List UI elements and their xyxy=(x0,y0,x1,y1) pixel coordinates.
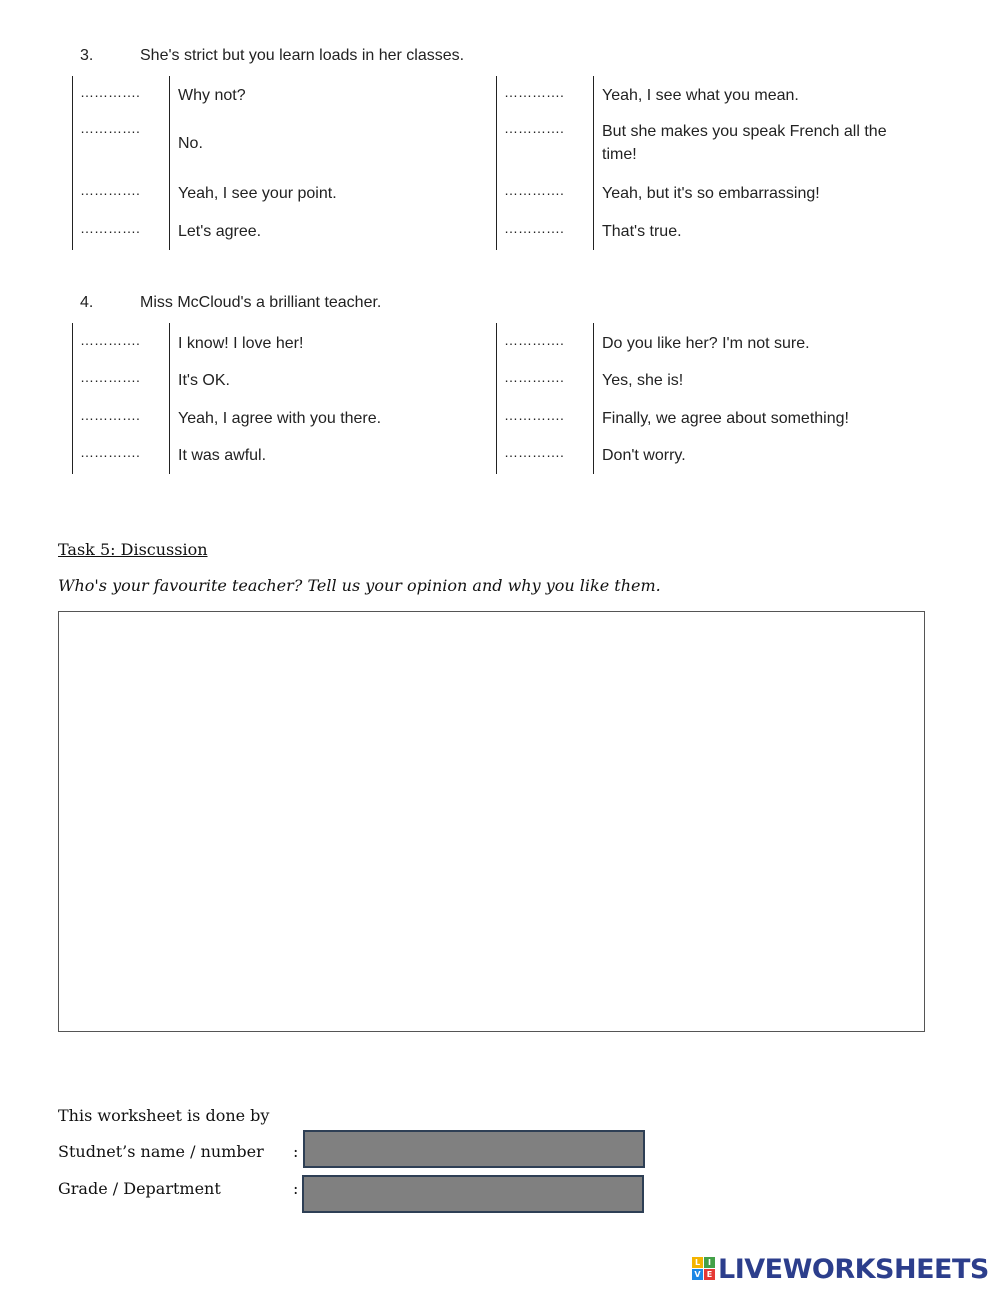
task-5-prompt: Who's your favourite teacher? Tell us your opinion and why you like them. xyxy=(58,576,661,595)
response-text: No. xyxy=(178,135,203,152)
done-by-label: This worksheet is done by xyxy=(58,1106,270,1125)
question-4-number: 4. xyxy=(80,294,94,311)
answer-blank[interactable]: …………. xyxy=(504,407,564,423)
answer-blank[interactable]: …………. xyxy=(504,120,564,136)
task-5-title: Task 5: Discussion xyxy=(58,540,208,559)
answer-blank[interactable]: …………. xyxy=(80,444,140,460)
colon: : xyxy=(293,1142,299,1161)
answer-blank[interactable]: …………. xyxy=(80,407,140,423)
response-text: Yeah, but it's so embarrassing! xyxy=(602,185,820,202)
question-4-right-column xyxy=(496,323,916,474)
question-3-left-column xyxy=(72,76,492,250)
response-text: That's true. xyxy=(602,223,682,240)
logo-mark-icon: L I V E xyxy=(692,1257,716,1281)
answer-blank[interactable]: …………. xyxy=(504,220,564,236)
logo-text: LIVEWORKSHEETS xyxy=(718,1253,989,1285)
response-text: But she makes you speak French all the time! xyxy=(602,123,887,163)
response-text: It was awful. xyxy=(178,447,267,464)
question-3-number: 3. xyxy=(80,47,94,64)
grade-label: Grade / Department xyxy=(58,1179,221,1198)
response-text: Why not? xyxy=(178,87,246,104)
answer-blank[interactable]: …………. xyxy=(80,84,140,100)
question-3-heading xyxy=(80,47,464,65)
question-4-text: Miss McCloud's a brilliant teacher. xyxy=(140,294,382,311)
answer-blank[interactable]: …………. xyxy=(80,369,140,385)
question-4-responses xyxy=(72,323,912,474)
answer-blank[interactable]: …………. xyxy=(80,120,140,136)
answer-blank[interactable]: …………. xyxy=(504,182,564,198)
response-text: Yeah, I agree with you there. xyxy=(178,410,382,427)
answer-blank[interactable]: …………. xyxy=(504,369,564,385)
response-text: Yeah, I see your point. xyxy=(178,185,337,202)
response-text: Let's agree. xyxy=(178,223,262,240)
student-name-input[interactable] xyxy=(303,1130,645,1168)
answer-blank[interactable]: …………. xyxy=(504,444,564,460)
discussion-answer-box[interactable] xyxy=(58,611,925,1032)
answer-blank[interactable]: …………. xyxy=(504,332,564,348)
response-text: Don't worry. xyxy=(602,447,686,464)
question-4-left-column xyxy=(72,323,492,474)
colon: : xyxy=(293,1179,299,1198)
question-3-right-column xyxy=(496,76,916,250)
response-text: Yes, she is! xyxy=(602,372,684,389)
response-text: Do you like her? I'm not sure. xyxy=(602,335,810,352)
answer-blank[interactable]: …………. xyxy=(504,84,564,100)
response-text: Finally, we agree about something! xyxy=(602,410,849,427)
answer-blank[interactable]: …………. xyxy=(80,220,140,236)
grade-input[interactable] xyxy=(302,1175,644,1213)
answer-blank[interactable]: …………. xyxy=(80,182,140,198)
question-3-responses xyxy=(72,76,912,250)
response-text: Yeah, I see what you mean. xyxy=(602,87,799,104)
question-3-text: She's strict but you learn loads in her classes. xyxy=(140,47,465,64)
question-4-heading xyxy=(80,294,381,312)
answer-blank[interactable]: …………. xyxy=(80,332,140,348)
student-name-label: Studnet’s name / number xyxy=(58,1142,264,1161)
response-text: I know! I love her! xyxy=(178,335,304,352)
response-text: It's OK. xyxy=(178,372,230,389)
liveworksheets-logo xyxy=(692,1254,989,1284)
